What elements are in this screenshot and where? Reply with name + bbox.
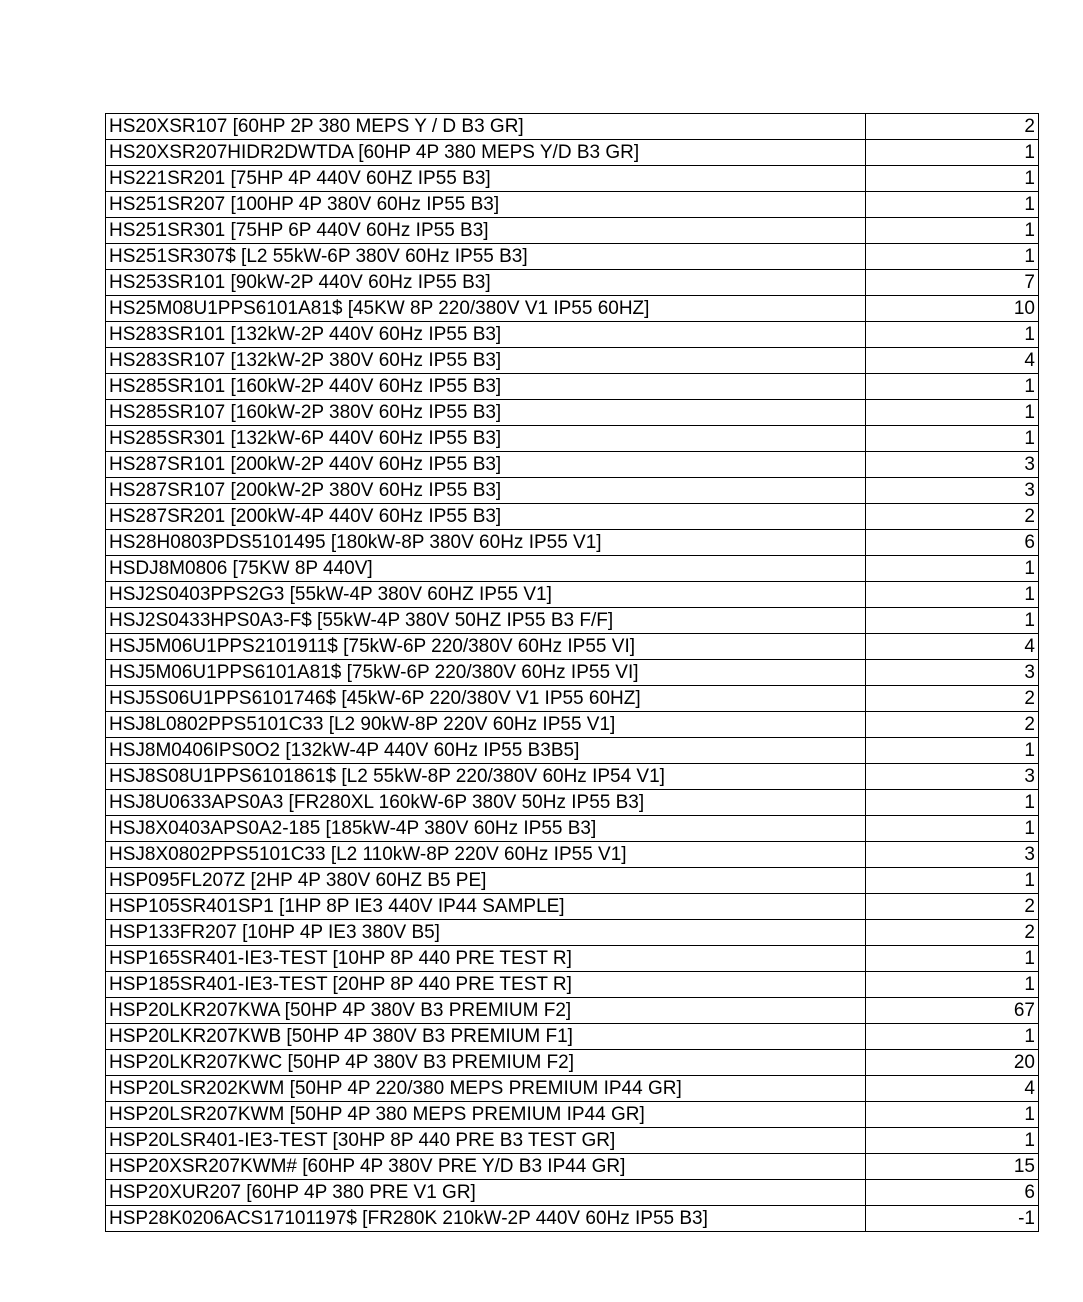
quantity-cell: 4 xyxy=(866,634,1039,660)
table-row xyxy=(106,816,1039,842)
quantity-cell: 1 xyxy=(866,868,1039,894)
inventory-table xyxy=(105,113,1039,1232)
product-description-cell: HSP20LSR401-IE3-TEST [30HP 8P 440 PRE B3 TEST GR] xyxy=(106,1128,866,1154)
quantity-cell: 3 xyxy=(866,660,1039,686)
product-description-cell: HSP20LKR207KWC [50HP 4P 380V B3 PREMIUM F2] xyxy=(106,1050,866,1076)
table-row xyxy=(106,738,1039,764)
quantity-cell: 1 xyxy=(866,582,1039,608)
table-row xyxy=(106,634,1039,660)
table-row xyxy=(106,894,1039,920)
quantity-cell: 7 xyxy=(866,270,1039,296)
product-description-cell: HSP165SR401-IE3-TEST [10HP 8P 440 PRE TEST R] xyxy=(106,946,866,972)
quantity-cell: 6 xyxy=(866,530,1039,556)
product-description-cell: HSJ8S08U1PPS6101861$ [L2 55kW-8P 220/380V 60Hz IP54 V1] xyxy=(106,764,866,790)
quantity-cell: 3 xyxy=(866,478,1039,504)
product-description-cell: HSP20LKR207KWA [50HP 4P 380V B3 PREMIUM F2] xyxy=(106,998,866,1024)
quantity-cell: 4 xyxy=(866,1076,1039,1102)
quantity-cell: 67 xyxy=(866,998,1039,1024)
product-description-cell: HS283SR101 [132kW-2P 440V 60Hz IP55 B3] xyxy=(106,322,866,348)
table-row xyxy=(106,790,1039,816)
product-description-cell: HSP133FR207 [10HP 4P IE3 380V B5] xyxy=(106,920,866,946)
quantity-cell: 1 xyxy=(866,426,1039,452)
product-description-cell: HSP105SR401SP1 [1HP 8P IE3 440V IP44 SAMPLE] xyxy=(106,894,866,920)
table-row xyxy=(106,946,1039,972)
product-description-cell: HSP20XSR207KWM# [60HP 4P 380V PRE Y/D B3 IP44 GR] xyxy=(106,1154,866,1180)
product-description-cell: HS251SR207 [100HP 4P 380V 60Hz IP55 B3] xyxy=(106,192,866,218)
quantity-cell: -1 xyxy=(866,1206,1039,1232)
quantity-cell: 1 xyxy=(866,140,1039,166)
table-row xyxy=(106,374,1039,400)
table-row xyxy=(106,530,1039,556)
product-description-cell: HSJ5M06U1PPS6101A81$ [75kW-6P 220/380V 60Hz IP55 VI] xyxy=(106,660,866,686)
quantity-cell: 2 xyxy=(866,114,1039,140)
table-row xyxy=(106,608,1039,634)
product-description-cell: HSP20LSR202KWM [50HP 4P 220/380 MEPS PREMIUM IP44 GR] xyxy=(106,1076,866,1102)
product-description-cell: HSJ8X0403APS0A2-185 [185kW-4P 380V 60Hz IP55 B3] xyxy=(106,816,866,842)
quantity-cell: 20 xyxy=(866,1050,1039,1076)
quantity-cell: 2 xyxy=(866,686,1039,712)
quantity-cell: 1 xyxy=(866,374,1039,400)
table-row xyxy=(106,504,1039,530)
table-row xyxy=(106,712,1039,738)
product-description-cell: HSJ2S0433HPS0A3-F$ [55kW-4P 380V 50HZ IP55 B3 F/F] xyxy=(106,608,866,634)
product-description-cell: HS20XSR107 [60HP 2P 380 MEPS Y / D B3 GR] xyxy=(106,114,866,140)
table-row xyxy=(106,1024,1039,1050)
quantity-cell: 1 xyxy=(866,400,1039,426)
table-row xyxy=(106,1076,1039,1102)
table-row xyxy=(106,660,1039,686)
product-description-cell: HSJ8M0406IPS0O2 [132kW-4P 440V 60Hz IP55 B3B5] xyxy=(106,738,866,764)
quantity-cell: 4 xyxy=(866,348,1039,374)
quantity-cell: 2 xyxy=(866,504,1039,530)
product-description-cell: HS287SR107 [200kW-2P 380V 60Hz IP55 B3] xyxy=(106,478,866,504)
product-description-cell: HS221SR201 [75HP 4P 440V 60HZ IP55 B3] xyxy=(106,166,866,192)
table-row xyxy=(106,920,1039,946)
product-description-cell: HSJ5S06U1PPS6101746$ [45kW-6P 220/380V V1 IP55 60HZ] xyxy=(106,686,866,712)
quantity-cell: 1 xyxy=(866,556,1039,582)
table-row xyxy=(106,426,1039,452)
product-description-cell: HSJ8X0802PPS5101C33 [L2 110kW-8P 220V 60Hz IP55 V1] xyxy=(106,842,866,868)
table-row xyxy=(106,114,1039,140)
table-row xyxy=(106,192,1039,218)
table-row xyxy=(106,348,1039,374)
product-description-cell: HSP095FL207Z [2HP 4P 380V 60HZ B5 PE] xyxy=(106,868,866,894)
product-description-cell: HSP20XUR207 [60HP 4P 380 PRE V1 GR] xyxy=(106,1180,866,1206)
quantity-cell: 1 xyxy=(866,1128,1039,1154)
table-row xyxy=(106,686,1039,712)
table-row xyxy=(106,218,1039,244)
quantity-cell: 1 xyxy=(866,738,1039,764)
product-description-cell: HS287SR201 [200kW-4P 440V 60Hz IP55 B3] xyxy=(106,504,866,530)
table-row xyxy=(106,556,1039,582)
quantity-cell: 2 xyxy=(866,894,1039,920)
quantity-cell: 1 xyxy=(866,322,1039,348)
quantity-cell: 1 xyxy=(866,816,1039,842)
product-description-cell: HS253SR101 [90kW-2P 440V 60Hz IP55 B3] xyxy=(106,270,866,296)
table-row xyxy=(106,998,1039,1024)
quantity-cell: 2 xyxy=(866,920,1039,946)
table-row xyxy=(106,1206,1039,1232)
table-row xyxy=(106,1050,1039,1076)
product-description-cell: HSJ8U0633APS0A3 [FR280XL 160kW-6P 380V 50Hz IP55 B3] xyxy=(106,790,866,816)
table-row xyxy=(106,764,1039,790)
quantity-cell: 1 xyxy=(866,218,1039,244)
product-description-cell: HSJ2S0403PPS2G3 [55kW-4P 380V 60HZ IP55 V1] xyxy=(106,582,866,608)
product-description-cell: HSP28K0206ACS17101197$ [FR280K 210kW-2P 440V 60Hz IP55 B3] xyxy=(106,1206,866,1232)
quantity-cell: 1 xyxy=(866,790,1039,816)
quantity-cell: 3 xyxy=(866,452,1039,478)
table-row xyxy=(106,270,1039,296)
table-row xyxy=(106,972,1039,998)
product-description-cell: HSJ8L0802PPS5101C33 [L2 90kW-8P 220V 60Hz IP55 V1] xyxy=(106,712,866,738)
quantity-cell: 15 xyxy=(866,1154,1039,1180)
table-row xyxy=(106,842,1039,868)
product-description-cell: HSP20LKR207KWB [50HP 4P 380V B3 PREMIUM F1] xyxy=(106,1024,866,1050)
quantity-cell: 1 xyxy=(866,166,1039,192)
table-row xyxy=(106,1128,1039,1154)
inventory-table-body xyxy=(106,114,1039,1232)
quantity-cell: 6 xyxy=(866,1180,1039,1206)
product-description-cell: HS25M08U1PPS6101A81$ [45KW 8P 220/380V V1 IP55 60HZ] xyxy=(106,296,866,322)
product-description-cell: HS20XSR207HIDR2DWTDA [60HP 4P 380 MEPS Y/D B3 GR] xyxy=(106,140,866,166)
product-description-cell: HS285SR101 [160kW-2P 440V 60Hz IP55 B3] xyxy=(106,374,866,400)
product-description-cell: HS28H0803PDS5101495 [180kW-8P 380V 60Hz IP55 V1] xyxy=(106,530,866,556)
table-row xyxy=(106,452,1039,478)
product-description-cell: HSJ5M06U1PPS2101911$ [75kW-6P 220/380V 60Hz IP55 VI] xyxy=(106,634,866,660)
product-description-cell: HSP20LSR207KWM [50HP 4P 380 MEPS PREMIUM IP44 GR] xyxy=(106,1102,866,1128)
quantity-cell: 1 xyxy=(866,946,1039,972)
product-description-cell: HS285SR301 [132kW-6P 440V 60Hz IP55 B3] xyxy=(106,426,866,452)
product-description-cell: HS287SR101 [200kW-2P 440V 60Hz IP55 B3] xyxy=(106,452,866,478)
product-description-cell: HS285SR107 [160kW-2P 380V 60Hz IP55 B3] xyxy=(106,400,866,426)
quantity-cell: 3 xyxy=(866,842,1039,868)
table-row xyxy=(106,296,1039,322)
product-description-cell: HS251SR307$ [L2 55kW-6P 380V 60Hz IP55 B3] xyxy=(106,244,866,270)
table-row xyxy=(106,1180,1039,1206)
quantity-cell: 1 xyxy=(866,972,1039,998)
product-description-cell: HS283SR107 [132kW-2P 380V 60Hz IP55 B3] xyxy=(106,348,866,374)
quantity-cell: 2 xyxy=(866,712,1039,738)
quantity-cell: 1 xyxy=(866,608,1039,634)
product-description-cell: HSDJ8M0806 [75KW 8P 440V] xyxy=(106,556,866,582)
table-row xyxy=(106,400,1039,426)
quantity-cell: 10 xyxy=(866,296,1039,322)
table-row xyxy=(106,166,1039,192)
quantity-cell: 3 xyxy=(866,764,1039,790)
product-description-cell: HSP185SR401-IE3-TEST [20HP 8P 440 PRE TEST R] xyxy=(106,972,866,998)
table-row xyxy=(106,322,1039,348)
table-row xyxy=(106,1154,1039,1180)
product-description-cell: HS251SR301 [75HP 6P 440V 60Hz IP55 B3] xyxy=(106,218,866,244)
quantity-cell: 1 xyxy=(866,244,1039,270)
quantity-cell: 1 xyxy=(866,192,1039,218)
quantity-cell: 1 xyxy=(866,1102,1039,1128)
table-row xyxy=(106,244,1039,270)
table-row xyxy=(106,582,1039,608)
table-row xyxy=(106,140,1039,166)
table-row xyxy=(106,478,1039,504)
inventory-sheet xyxy=(105,113,1038,1232)
quantity-cell: 1 xyxy=(866,1024,1039,1050)
table-row xyxy=(106,868,1039,894)
table-row xyxy=(106,1102,1039,1128)
